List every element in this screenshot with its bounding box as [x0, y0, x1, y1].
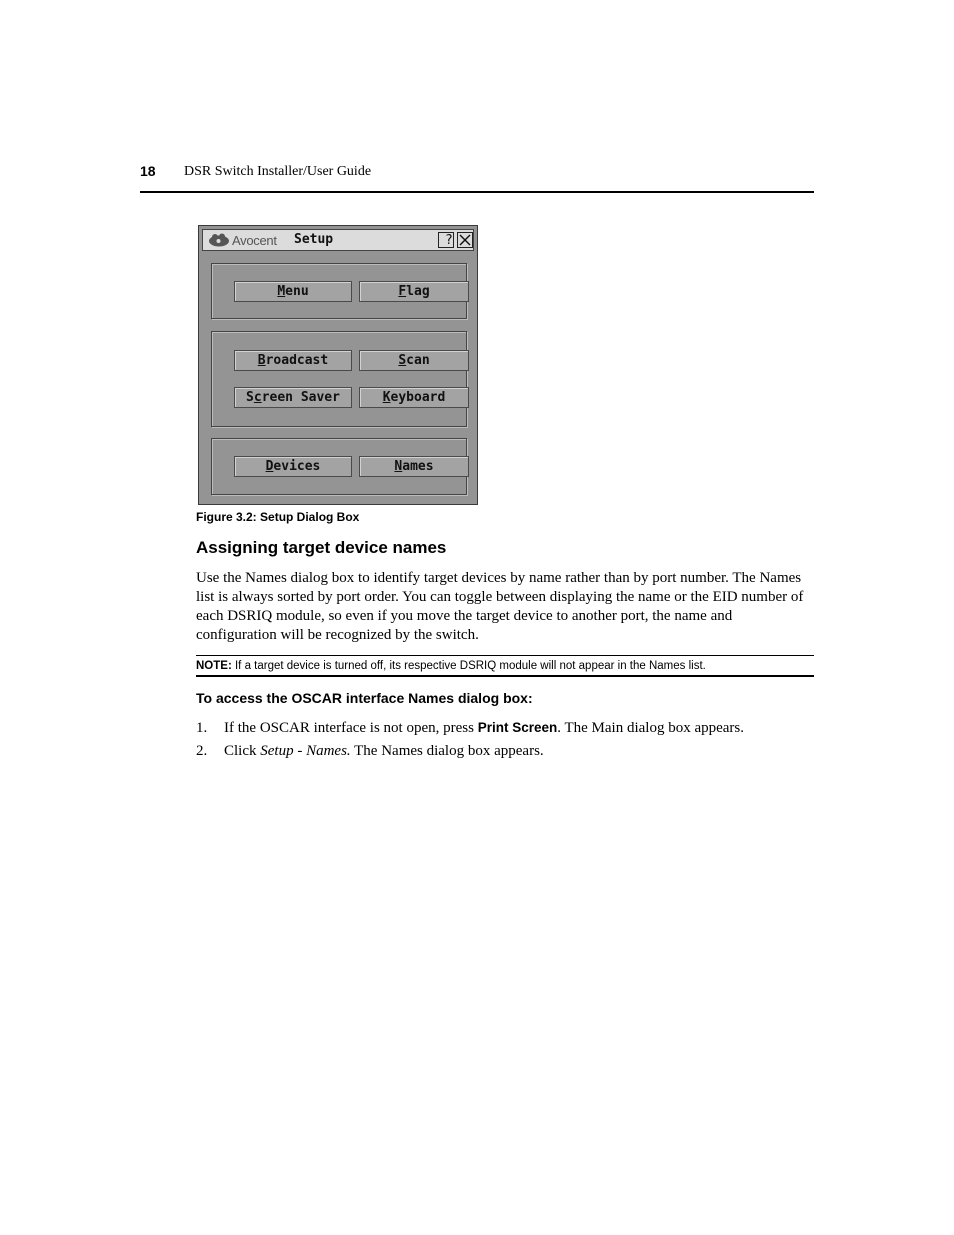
note-label: NOTE: [196, 660, 232, 672]
menu-path: Setup - Names. [260, 743, 351, 759]
names-button[interactable]: Names [359, 456, 469, 477]
procedure-step: 1. If the OSCAR interface is not open, press Print Screen. The Main dialog box appears. [196, 720, 744, 736]
button-group-devices-names [211, 438, 467, 495]
dialog-titlebar [202, 229, 474, 251]
button-group-menu-flag [211, 263, 467, 319]
avocent-logo-text: Avocent [232, 233, 277, 248]
flag-button[interactable]: Flag [359, 281, 469, 302]
running-title: DSR Switch Installer/User Guide [184, 164, 372, 179]
page-number: 18 [140, 163, 156, 179]
step-number: 2. [196, 743, 208, 759]
scan-button[interactable]: Scan [359, 350, 469, 371]
close-icon [458, 233, 472, 247]
menu-button[interactable]: Menu [234, 281, 352, 302]
page-header [140, 163, 814, 193]
help-icon: ? [445, 233, 453, 248]
ui-term: Print Screen [477, 720, 558, 735]
broadcast-button[interactable]: Broadcast [234, 350, 352, 371]
avocent-logo-icon [208, 233, 230, 247]
section-heading: Assigning target device names [196, 538, 447, 557]
dialog-title: Setup [294, 232, 334, 247]
body-paragraph: Use the Names dialog box to identify target devices by name rather than by port number. The Names list is always sorted by port order. You can toggle between displaying the name or the EID number of each DSRIQ module, so even if you move the target device to another port, the name and configuration will be recognized by the switch. [196, 570, 804, 643]
note-box [196, 655, 814, 677]
note-text: If a target device is turned off, its respective DSRIQ module will not appear in the Names list. [234, 660, 706, 672]
setup-dialog [198, 225, 478, 505]
button-group-broadcast-keyboard [211, 331, 467, 427]
keyboard-button[interactable]: Keyboard [359, 387, 469, 408]
procedure-step: 2. Click Setup - Names. The Names dialog box appears. [196, 743, 544, 759]
procedure-heading: To access the OSCAR interface Names dialog box: [196, 690, 533, 706]
help-button[interactable] [438, 232, 454, 248]
figure-caption: Figure 3.2: Setup Dialog Box [196, 510, 360, 524]
step-number: 1. [196, 720, 208, 736]
devices-button[interactable]: Devices [234, 456, 352, 477]
screen-saver-button[interactable]: Screen Saver [234, 387, 352, 408]
close-button[interactable] [457, 232, 473, 248]
